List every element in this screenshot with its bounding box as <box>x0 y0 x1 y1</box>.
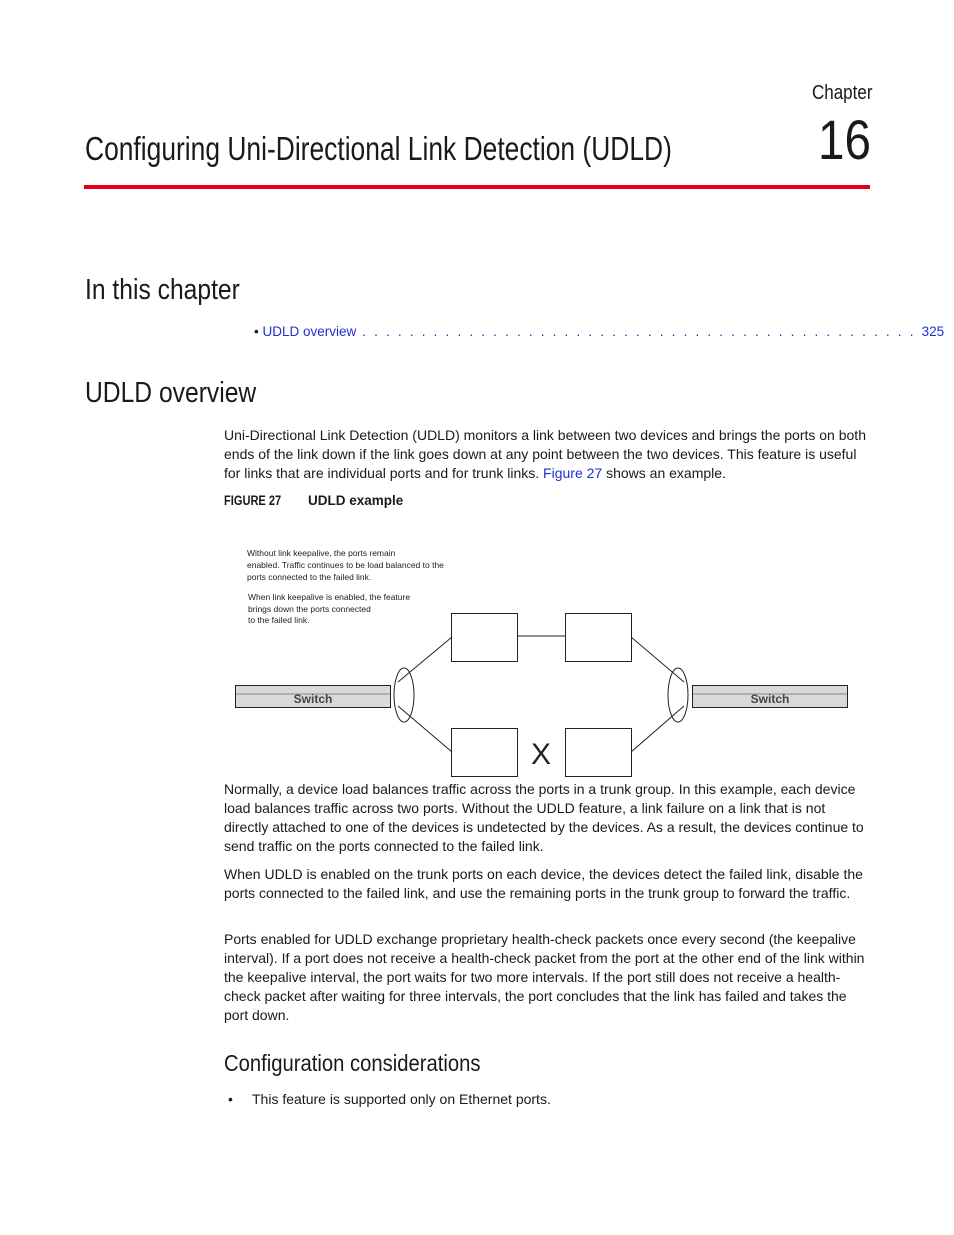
configuration-considerations-heading: Configuration considerations <box>224 1050 481 1076</box>
bullet-dot: • <box>228 1091 233 1107</box>
figure-title: UDLD example <box>308 493 404 508</box>
paragraph-udld-enabled: When UDLD is enabled on the trunk ports on each device, the devices detect the failed link, disable the ports connected to the failed link, and use the remaining ports in the trunk group to forward the traffic. <box>224 866 863 901</box>
chapter-label: Chapter <box>812 82 873 104</box>
udld-overview-heading: UDLD overview <box>85 377 257 409</box>
toc-bullet: • <box>254 324 259 339</box>
link-left-bottom <box>398 706 452 752</box>
paragraph-load-balance: Normally, a device load balances traffic across the ports in a trunk group. In this example, each device load balances traffic across two ports. Without the UDLD feature, a link failure on a link that is not directly attached to one of the devices is undetected by the devices. As a result, the devices continue to send traffic on the ports connected to the failed link. <box>224 781 864 854</box>
link-right-top <box>631 637 684 682</box>
paragraph-keepalive: Ports enabled for UDLD exchange proprietary health-check packets once every second (the keepalive interval). If a port does not receive a health-check packet from the port at the other end of the link within the keepalive interval, the port waits for two more intervals. If the port still does not receive a health-check packet after waiting for three intervals, the port concludes that the link has failed and takes the port down. <box>224 931 865 1023</box>
bullet-text: This feature is supported only on Ethernet ports. <box>252 1091 551 1107</box>
paragraph-intro-text-a: Uni-Directional Link Detection (UDLD) monitors a link between two devices and brings the ports on both ends of the link down if the link goes down at any point between the two devices. This feature is useful for links that are individual ports and for trunk links. <box>224 427 866 481</box>
list-item <box>228 1091 551 1107</box>
left-switch <box>236 686 391 708</box>
figure-27-link[interactable]: Figure 27 <box>543 465 603 481</box>
in-this-chapter-heading: In this chapter <box>85 274 240 306</box>
chapter-number: 16 <box>818 108 871 171</box>
note-without-keepalive: Without link keepalive, the ports remain enabled. Traffic continues to be load balanced to the ports connected to the failed link. <box>247 548 444 582</box>
trunk-group-left-icon <box>394 668 414 722</box>
link-left-top <box>398 637 452 682</box>
toc-page-number[interactable]: 325 <box>921 324 945 339</box>
toc-link-udld-overview[interactable]: UDLD overview <box>262 324 357 339</box>
link-right-bottom <box>631 706 684 752</box>
figure-number: FIGURE 27 <box>224 493 282 508</box>
trunk-group-right-icon <box>668 668 688 722</box>
device-box-top-right <box>566 614 632 662</box>
note-with-keepalive: When link keepalive is enabled, the feature brings down the ports connected to the failed link. <box>248 592 411 625</box>
chapter-title: Configuring Uni-Directional Link Detection (UDLD) <box>85 130 672 167</box>
paragraph-intro-text-b: shows an example. <box>602 465 726 481</box>
left-switch-label: Switch <box>293 692 333 706</box>
failed-link-mark: X <box>530 738 552 771</box>
right-switch-label: Switch <box>750 692 790 706</box>
right-switch <box>693 686 848 708</box>
toc-leader-dots: . . . . . . . . . . . . . . . . . . . . . . . . . . . . . . . . . . . . . . . . . . . . . . . <box>356 324 922 339</box>
device-box-bottom-left <box>452 729 518 777</box>
device-box-bottom-right <box>566 729 632 777</box>
device-box-top-left <box>452 614 518 662</box>
